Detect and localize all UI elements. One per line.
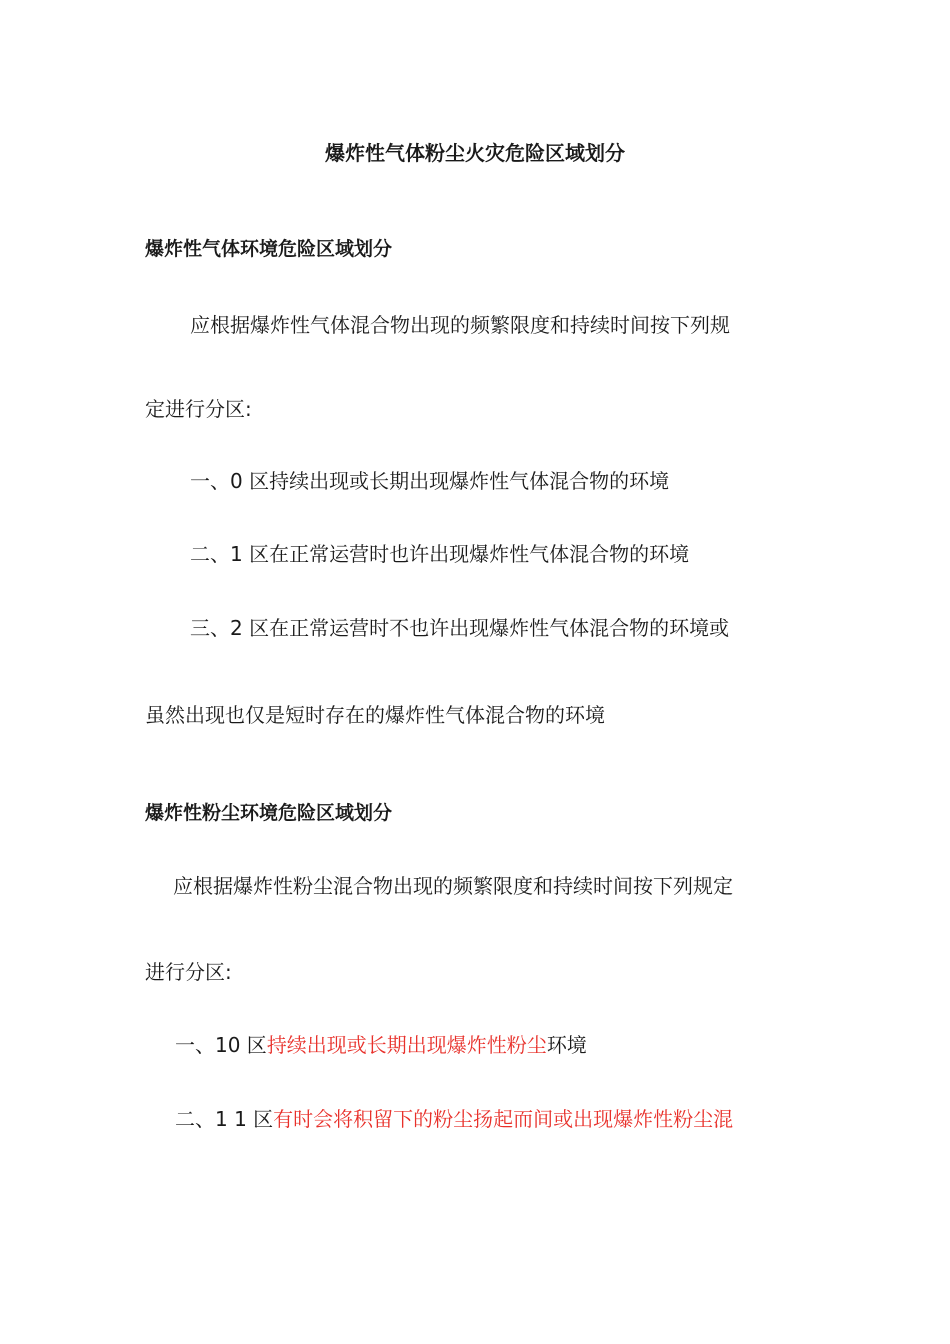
dust-zone10-item [175,1032,587,1058]
gas-zone2-item-line1: 三、2 区在正常运营时不也许出现爆炸性气体混合物的环境或 [190,616,730,640]
dust-zone11-highlight: 有时会将积留下的粉尘扬起而间或出现爆炸性粉尘混 [273,1107,734,1131]
dust-intro-line1: 应根据爆炸性粉尘混合物出现的频繁限度和持续时间按下列规定 [173,874,733,898]
gas-intro-line2: 定进行分区: [145,397,252,421]
document-title: 爆炸性气体粉尘火灾危险区域划分 [325,141,625,165]
dust-zone10-highlight: 持续出现或长期出现爆炸性粉尘 [266,1033,547,1057]
dust-zone10-prefix: 一、10 区 [175,1033,267,1057]
gas-section-heading: 爆炸性气体环境危险区域划分 [145,238,393,260]
gas-zone1-item: 二、1 区在正常运营时也许出现爆炸性气体混合物的环境 [190,542,690,566]
gas-zone0-item: 一、0 区持续出现或长期出现爆炸性气体混合物的环境 [190,469,670,493]
dust-section-heading: 爆炸性粉尘环境危险区域划分 [145,802,393,824]
dust-zone10-suffix: 环境 [546,1033,587,1057]
dust-zone11-item [175,1106,733,1132]
dust-intro-line2: 进行分区: [145,960,232,984]
gas-zone2-item-line2: 虽然出现也仅是短时存在的爆炸性气体混合物的环境 [145,703,605,727]
gas-intro-line1: 应根据爆炸性气体混合物出现的频繁限度和持续时间按下列规 [190,313,730,337]
dust-zone11-prefix: 二、1 1 区 [175,1107,274,1131]
